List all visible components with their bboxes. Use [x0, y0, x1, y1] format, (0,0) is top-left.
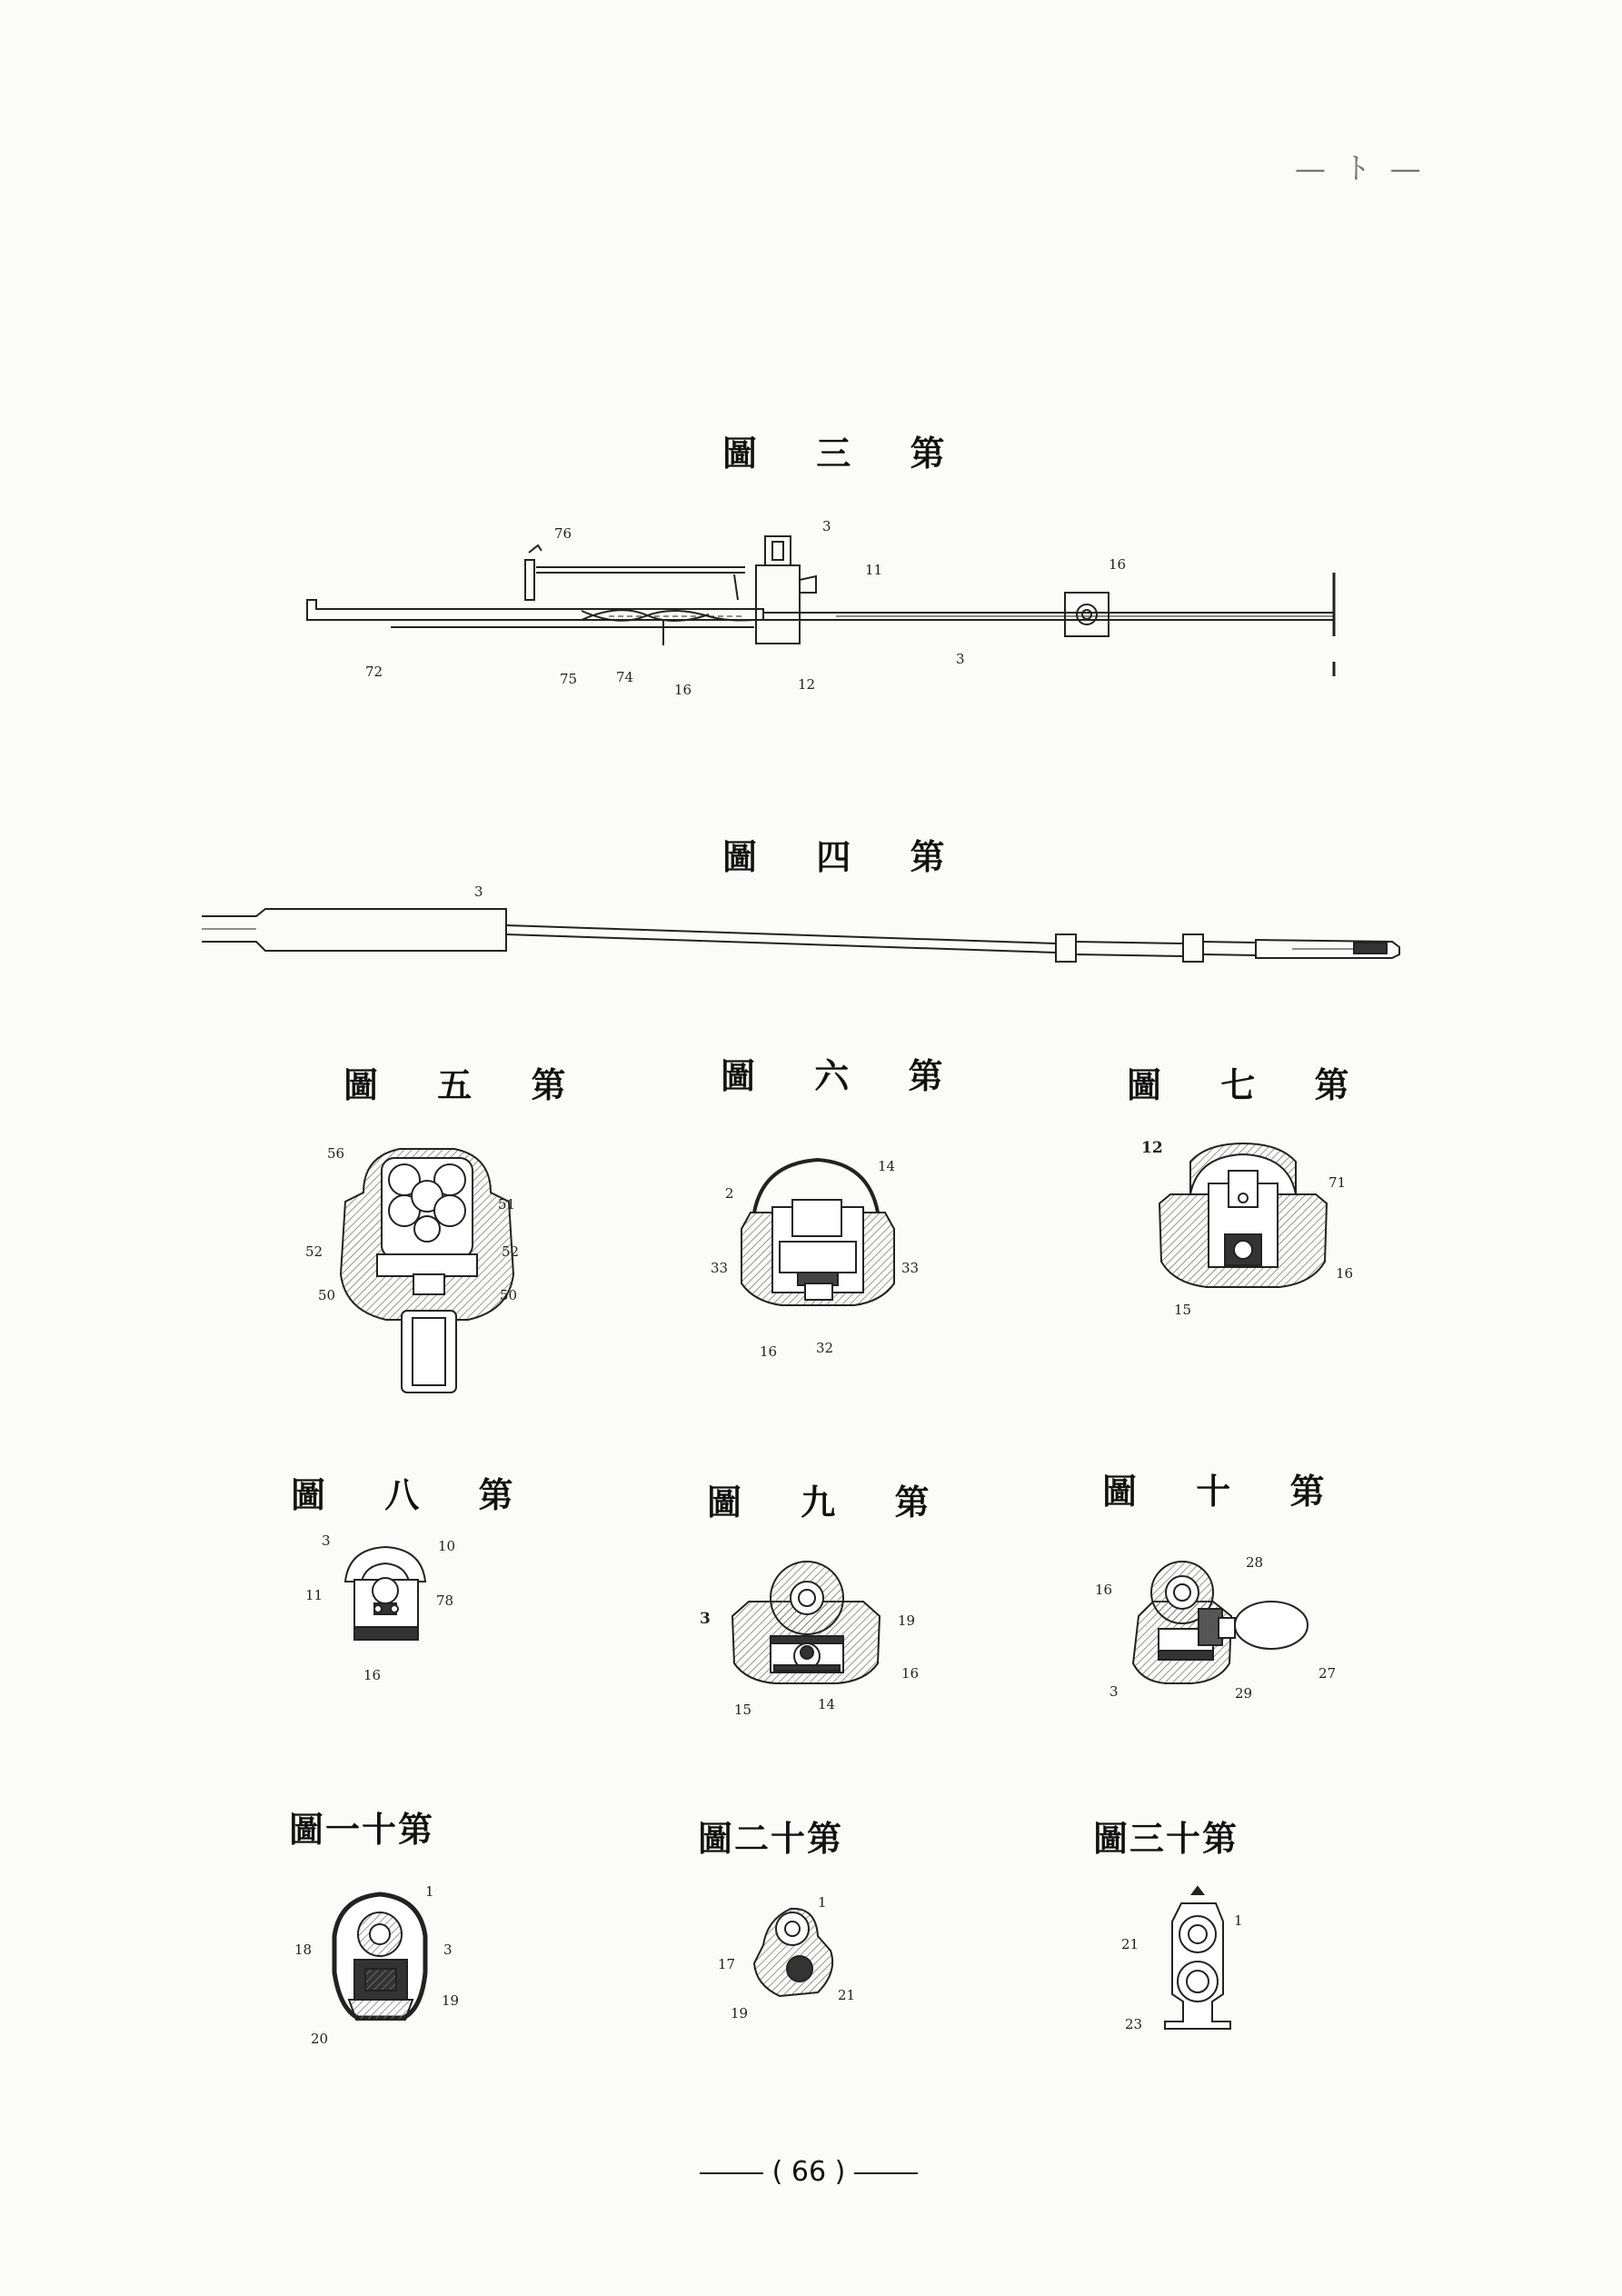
figure-13-label: 21 — [1121, 1936, 1139, 1952]
corner-mark: — ﾄ — — [1295, 151, 1428, 187]
page-number-text: ( 66 ) — [771, 2156, 846, 2188]
figure-4-label: 3 — [474, 883, 483, 900]
figure-11-title: 圖一十第 — [289, 1809, 435, 1850]
figure-3-label: 16 — [674, 682, 692, 698]
figure-3-label: 12 — [798, 676, 816, 693]
figure-11-label: 19 — [442, 1992, 460, 2009]
figure-3-title: 圖 三 第 — [722, 433, 969, 474]
figure-8-label: 11 — [305, 1587, 323, 1603]
figure-11-label: 3 — [443, 1942, 453, 1958]
figure-3-label: 3 — [956, 651, 965, 667]
figure-11-label: 1 — [425, 1883, 434, 1900]
figure-5-label: 56 — [327, 1145, 345, 1162]
figure-4-title: 圖 四 第 — [722, 836, 969, 877]
figure-11-label: 20 — [311, 2031, 329, 2047]
figure-6-label: 33 — [711, 1260, 729, 1276]
figure-6-label: 16 — [760, 1343, 778, 1360]
figure-5-title: 圖 五 第 — [343, 1064, 590, 1105]
figure-7-label: 16 — [1336, 1265, 1354, 1282]
figure-12-title: 圖二十第 — [698, 1818, 844, 1859]
page-number-rule-right — [854, 2172, 918, 2174]
figure-12-label: 1 — [818, 1894, 827, 1911]
figure-13-drawing — [1109, 1885, 1290, 2049]
figure-9-label: 16 — [901, 1665, 920, 1682]
figure-4-drawing — [202, 885, 1401, 967]
figure-9-label: 3 — [700, 1610, 711, 1628]
figure-11-drawing — [289, 1882, 489, 2045]
figure-9-title: 圖 九 第 — [707, 1482, 953, 1522]
figure-9-label: 19 — [898, 1612, 916, 1629]
figure-8-label: 78 — [436, 1592, 454, 1609]
figure-7-drawing — [1134, 1134, 1398, 1334]
figure-6-title: 圖 六 第 — [721, 1055, 967, 1096]
figure-3-label: 75 — [560, 671, 578, 687]
figure-5-label: 51 — [498, 1196, 516, 1213]
page-number — [691, 2156, 927, 2188]
figure-7-label: 71 — [1328, 1174, 1347, 1191]
figure-5-label: 52 — [502, 1243, 520, 1260]
figure-10-label: 16 — [1095, 1582, 1113, 1598]
figure-3-label: 16 — [1109, 556, 1127, 573]
figure-10-title: 圖 十 第 — [1102, 1471, 1348, 1512]
figure-3-label: 76 — [554, 525, 572, 542]
figure-5-label: 50 — [318, 1287, 336, 1303]
figure-6-label: 32 — [816, 1340, 834, 1356]
page-number-rule-left — [700, 2172, 763, 2174]
figure-6-label: 14 — [878, 1158, 896, 1174]
figure-9-label: 14 — [818, 1696, 836, 1712]
figure-8-label: 16 — [363, 1667, 382, 1683]
figure-10-label: 27 — [1318, 1665, 1337, 1682]
figure-7-title: 圖 七 第 — [1127, 1064, 1373, 1105]
figure-9-drawing — [700, 1545, 936, 1718]
figure-10-label: 3 — [1110, 1683, 1119, 1700]
figure-7-label: 12 — [1141, 1139, 1163, 1157]
figure-8-title: 圖 八 第 — [291, 1474, 537, 1515]
figure-3-label: 11 — [865, 562, 883, 578]
figure-10-label: 29 — [1235, 1685, 1253, 1702]
figure-8-label: 10 — [438, 1538, 456, 1554]
figure-13-label: 1 — [1234, 1912, 1243, 1929]
figure-7-label: 15 — [1174, 1302, 1192, 1318]
figure-10-label: 28 — [1246, 1554, 1264, 1571]
figure-11-label: 18 — [294, 1942, 313, 1958]
figure-6-label: 2 — [725, 1185, 734, 1202]
figure-5-label: 52 — [305, 1243, 323, 1260]
figure-13-title: 圖三十第 — [1093, 1818, 1239, 1859]
figure-9-label: 15 — [734, 1702, 752, 1718]
figure-6-drawing — [691, 1147, 954, 1365]
figure-5-drawing — [300, 1138, 563, 1402]
figure-6-label: 33 — [901, 1260, 920, 1276]
figure-12-label: 17 — [718, 1956, 736, 1972]
figure-12-label: 21 — [838, 1987, 856, 2003]
figure-12-drawing — [718, 1891, 900, 2036]
figure-3-label: 3 — [822, 518, 831, 534]
figure-3-label: 72 — [365, 664, 383, 680]
figure-3-label: 74 — [616, 669, 634, 685]
figure-8-drawing — [273, 1527, 509, 1691]
figure-13-label: 23 — [1125, 2016, 1143, 2032]
figure-8-label: 3 — [322, 1532, 331, 1549]
figure-10-drawing — [1086, 1545, 1395, 1718]
figure-3-drawing — [291, 509, 1345, 709]
figure-12-label: 19 — [731, 2005, 749, 2021]
figure-5-label: 50 — [500, 1287, 518, 1303]
